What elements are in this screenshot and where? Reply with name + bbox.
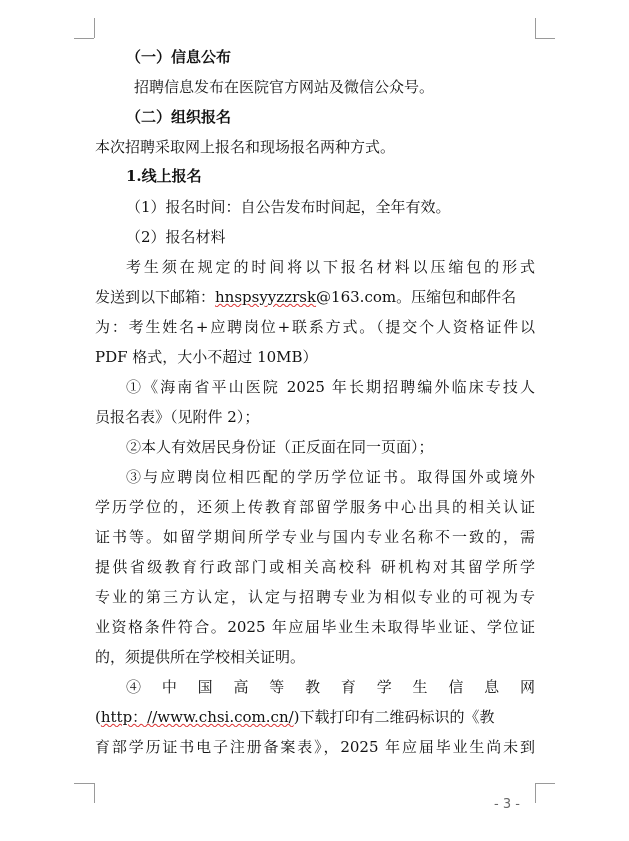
paragraph-line: 为：考生姓名+应聘岗位+联系方式。（提交个人资格证件以: [95, 318, 535, 336]
list-item: （2）报名材料: [126, 228, 226, 246]
list-item-line: 专业的第三方认定，认定与招聘专业为相似专业的可视为专: [95, 588, 535, 606]
paragraph: 招聘信息发布在医院官方网站及微信公众号。: [134, 78, 435, 96]
list-item: ②本人有效居民身份证（正反面在同一页面）；: [126, 438, 434, 456]
list-item-line: [95, 707, 535, 727]
list-item-line: 证书等。如留学期间所学专业与国内专业名称不一致的，需: [95, 528, 535, 546]
paragraph-line: 考生须在规定的时间将以下报名材料以压缩包的形式: [126, 258, 535, 276]
list-item-line: 业资格条件符合。2025 年应届毕业生未取得毕业证、学位证: [95, 618, 535, 636]
page-number: - 3 -: [494, 797, 520, 812]
list-item-line: ①《海南省平山医院 2025 年长期招聘编外临床专技人: [126, 378, 535, 396]
subheading-online-registration: 1.线上报名: [126, 167, 202, 185]
text: (: [95, 708, 101, 726]
paragraph: 本次招聘采取网上报名和现场报名两种方式。: [95, 138, 396, 156]
paragraph-line: [95, 287, 535, 307]
list-item: （1）报名时间：自公告发布时间起，全年有效。: [126, 198, 451, 216]
list-item-line: 学历学位的，还须上传教育部留学服务中心出具的相关认证: [95, 498, 535, 516]
text: @163.com。压缩包和邮件名: [316, 288, 517, 306]
text: )下载打印有二维码标识的《教: [293, 708, 495, 726]
section-heading-registration: （二）组织报名: [126, 108, 232, 126]
section-heading-info-publish: （一）信息公布: [126, 48, 232, 66]
list-item-line: ③与应聘岗位相匹配的学历学位证书。取得国外或境外: [126, 468, 535, 486]
list-item-line: 员报名表》（见附件 2）；: [95, 408, 260, 426]
website-link[interactable]: http：//www.chsi.com.cn/: [100, 708, 294, 726]
list-item-line: 的，须提供所在学校相关证明。: [95, 648, 306, 666]
list-item-line: ④ 中 国 高 等 教 育 学 生 信 息 网: [126, 678, 535, 696]
list-item-line: 育部学历证书电子注册备案表》，2025 年应届毕业生尚未到: [95, 738, 535, 756]
paragraph-line: PDF 格式，大小不超过 10MB）: [95, 348, 318, 366]
list-item-line: 提供省级教育行政部门或相关高校科 研机构对其留学所学: [95, 558, 535, 576]
text: 发送到以下邮箱：: [95, 288, 216, 306]
email-address[interactable]: hnspsyyzzrsk: [215, 288, 317, 306]
